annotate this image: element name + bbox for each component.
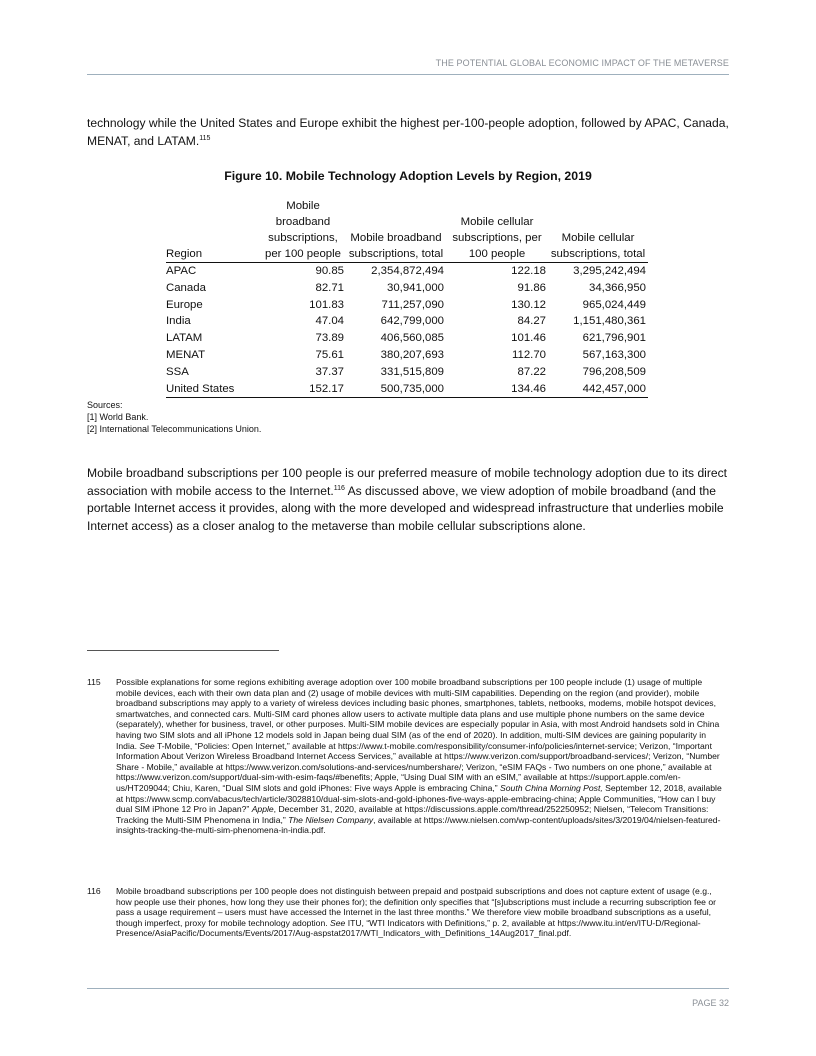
table-row [166, 280, 648, 297]
source-item: [1] World Bank. [87, 411, 149, 422]
cell-value: 130.12 [511, 298, 546, 311]
col-header-region: Region [166, 198, 260, 263]
adoption-table [166, 198, 648, 398]
table-row [166, 347, 648, 364]
table-row [166, 330, 648, 347]
cell-value: 500,735,000 [346, 381, 446, 398]
table-row [166, 297, 648, 314]
cell-value: 90.85 [315, 265, 344, 277]
footnote-116 [87, 886, 729, 939]
table-row [166, 313, 648, 330]
cell-value: 331,515,809 [380, 365, 444, 378]
cell-value: 30,941,000 [386, 281, 444, 294]
footnote-number: 115 [87, 677, 101, 687]
cell-value: 34,366,950 [588, 281, 646, 294]
cell-value: 567,163,300 [582, 348, 646, 361]
table-row [166, 381, 648, 398]
figure-sources [87, 400, 261, 435]
cell-value: 796,208,509 [582, 365, 646, 378]
footnote-see: See [139, 740, 155, 751]
cell-region: MENAT [166, 348, 206, 361]
col-header-mb-per100: Mobile broadband subscriptions, per 100 people [260, 198, 346, 263]
footnote-number: 116 [87, 886, 101, 896]
cell-value: 380,207,693 [380, 348, 444, 361]
footnote-text: , December 31, 2020, available at https://discussions.apple.com/thread/252250952; Nielsen, “Telecom Transitions: Tracking the Multi-SIM Phenomena in India,” [116, 804, 709, 825]
col-header-mc-total: Mobile cellular subscriptions, total [548, 198, 648, 263]
cell-value: 621,796,901 [582, 332, 646, 345]
cell-region: SSA [166, 365, 189, 378]
body-text-1: Mobile broadband subscriptions per 100 people is our preferred measure of mobile technology adoption due to its direct association with mobile access to the Internet. [87, 466, 728, 498]
source-item: [2] International Telecommunications Union. [87, 423, 262, 434]
cell-value: 87.22 [517, 365, 546, 378]
cell-value: 75.61 [315, 348, 344, 361]
cell-value: 112.70 [512, 348, 546, 361]
sources-label: Sources: [87, 400, 123, 410]
footnote-see: See [330, 917, 346, 928]
footnote-text: Possible explanations for some regions exhibiting average adoption over 100 mobile broadband subscriptions per 100 people include (1) usage of multiple mobile devices, each with their own data plan and (2) usage of mobile devices with multi-SIM capabilities. Depending on the region (and provider), mobile broadband subscriptions may apply to a variety of wireless devices including basic phones, smartphones, tablets, netbooks, modems, mobile hotspot devices, smartwatches, and connected cars. Multi-SIM card phones allow users to activate multiple data plans and use multiple phone numbers on the same device (separately), whether for business, travel, or other purposes. Multi-SIM mobile devices are especially popular in Asia, with most Android handsets sold in China having two SIM slots and all iPhone 12 models sold in Japan being dual SIM (as of the end of 2020). In addition, multi-SIM devices are gaining popularity in India. [116, 677, 720, 751]
footnote-body [116, 677, 729, 836]
body-paragraph [87, 465, 729, 535]
footnote-text: T-Mobile, “Policies: Open Internet,” available at https://www.t-mobile.com/responsibility/consumer-info/policies/internet-service; Verizon, “Important Information About Verizon Wireless Broadband Internet Access Services,” available at https://www.verizon.com/support/broadband-services/; Verizon, “Number Share - Mobile,” available at https://www.verizon.com/solutions-and-services/numbershare/; Verizon, “eSIM FAQs - Two numbers on one phone,” available at https://www.verizon.com/support/dual-sim-with-esim-faqs/#benefits; Apple, “Using Dual SIM with an eSIM,” available at https://support.apple.com/en-us/HT209044; Chiu, Karen, “Dual SIM slots and gold iPhones: Five ways Apple is embracing China,” [116, 740, 720, 793]
footnote-115 [87, 677, 729, 836]
footnote-text: September 12, 2018, available at https://www.scmp.com/abacus/tech/article/3028810/dual-sim-slots-and-gold-iphones-five-ways-apple-embracing-china; Apple Communities, “How can I buy dual SIM iPhone 12 Pro in Japan?” [116, 782, 722, 815]
footnote-text: , available at https://www.nielsen.com/wp-content/uploads/sites/3/2019/04/nielsen-featured-insights-tracking-the-multi-sim-phenomena-in-india.pdf. [116, 814, 721, 836]
footnote-body [116, 886, 729, 939]
cell-value: 37.37 [315, 365, 344, 378]
cell-value: 91.86 [517, 281, 546, 294]
footnote-publication: Apple [251, 804, 274, 815]
cell-value: 122.18 [511, 265, 546, 277]
cell-region: United States [166, 381, 260, 398]
cell-region: India [166, 315, 191, 328]
footnote-text: ITU, “WTI Indicators with Definitions,” p. 2, available at https://www.itu.int/en/ITU-D/Regional-Presence/AsiaPacific/Documents/Events/2017/Aug-aspstat2017/WTI_Indicators_with_Definitions_14Aug2017_final.pdf. [116, 917, 701, 939]
table-row [166, 364, 648, 381]
header-rule [87, 74, 729, 75]
col-header-mb-total: Mobile broadband subscriptions, total [346, 198, 446, 263]
cell-value: 82.71 [315, 281, 344, 294]
footnote-ref-115[interactable]: 115 [199, 134, 211, 142]
running-header: THE POTENTIAL GLOBAL ECONOMIC IMPACT OF THE METAVERSE [435, 58, 729, 68]
footnote-publication: South China Morning Post, [500, 782, 603, 793]
cell-value: 101.83 [309, 298, 344, 311]
cell-value: 2,354,872,494 [371, 265, 444, 277]
table-row [166, 263, 648, 280]
cell-value: 1,151,480,361 [573, 315, 646, 328]
cell-value: 406,560,085 [380, 332, 444, 345]
cell-value: 134.46 [446, 381, 548, 398]
cell-value: 84.27 [517, 315, 546, 328]
cell-value: 711,257,090 [381, 298, 444, 311]
cell-value: 3,295,242,494 [573, 265, 646, 277]
table-header-row [166, 198, 648, 263]
cell-region: APAC [166, 265, 197, 277]
cell-value: 152.17 [260, 381, 346, 398]
body-text-2: As discussed above, we view adoption of mobile broadband (and the portable Internet access it provides, along with the more developed and widespread infrastructure that underlies mobile Internet access) as a closer analog to the metaverse than mobile cellular subscriptions alone. [87, 483, 724, 533]
col-header-mc-per100: Mobile cellular subscriptions, per 100 people [446, 198, 548, 263]
cell-value: 642,799,000 [380, 315, 444, 328]
intro-text: technology while the United States and Europe exhibit the highest per-100-people adoption, followed by APAC, Canada, MENAT, and LATAM. [87, 116, 729, 148]
footer-rule [87, 988, 729, 989]
cell-region: Canada [166, 281, 206, 294]
footnote-ref-116[interactable]: 116 [333, 484, 345, 492]
intro-paragraph [87, 115, 729, 150]
page-number: PAGE 32 [692, 998, 729, 1008]
cell-value: 47.04 [315, 315, 344, 328]
cell-value: 101.46 [511, 332, 546, 345]
cell-value: 965,024,449 [582, 298, 646, 311]
cell-region: LATAM [166, 332, 203, 345]
figure-title: Figure 10. Mobile Technology Adoption Levels by Region, 2019 [224, 169, 592, 183]
cell-value: 73.89 [315, 332, 344, 345]
footnote-text: Mobile broadband subscriptions per 100 people does not distinguish between prepaid and postpaid subscriptions and does not capture extent of usage (e.g., how people use their phones, how long they use their phones for); the definition only specifies that “[s]ubscriptions must include a recurring subscription fee or pass a usage requirement – users must have accessed the Internet in the last three months.” We therefore view mobile broadband subscriptions as a useful, though imperfect, proxy for mobile technology adoption. [116, 886, 716, 928]
footnote-separator [87, 650, 279, 651]
footnote-publication: The Nielsen Company [288, 814, 374, 825]
cell-region: Europe [166, 298, 203, 311]
cell-value: 442,457,000 [548, 381, 648, 398]
